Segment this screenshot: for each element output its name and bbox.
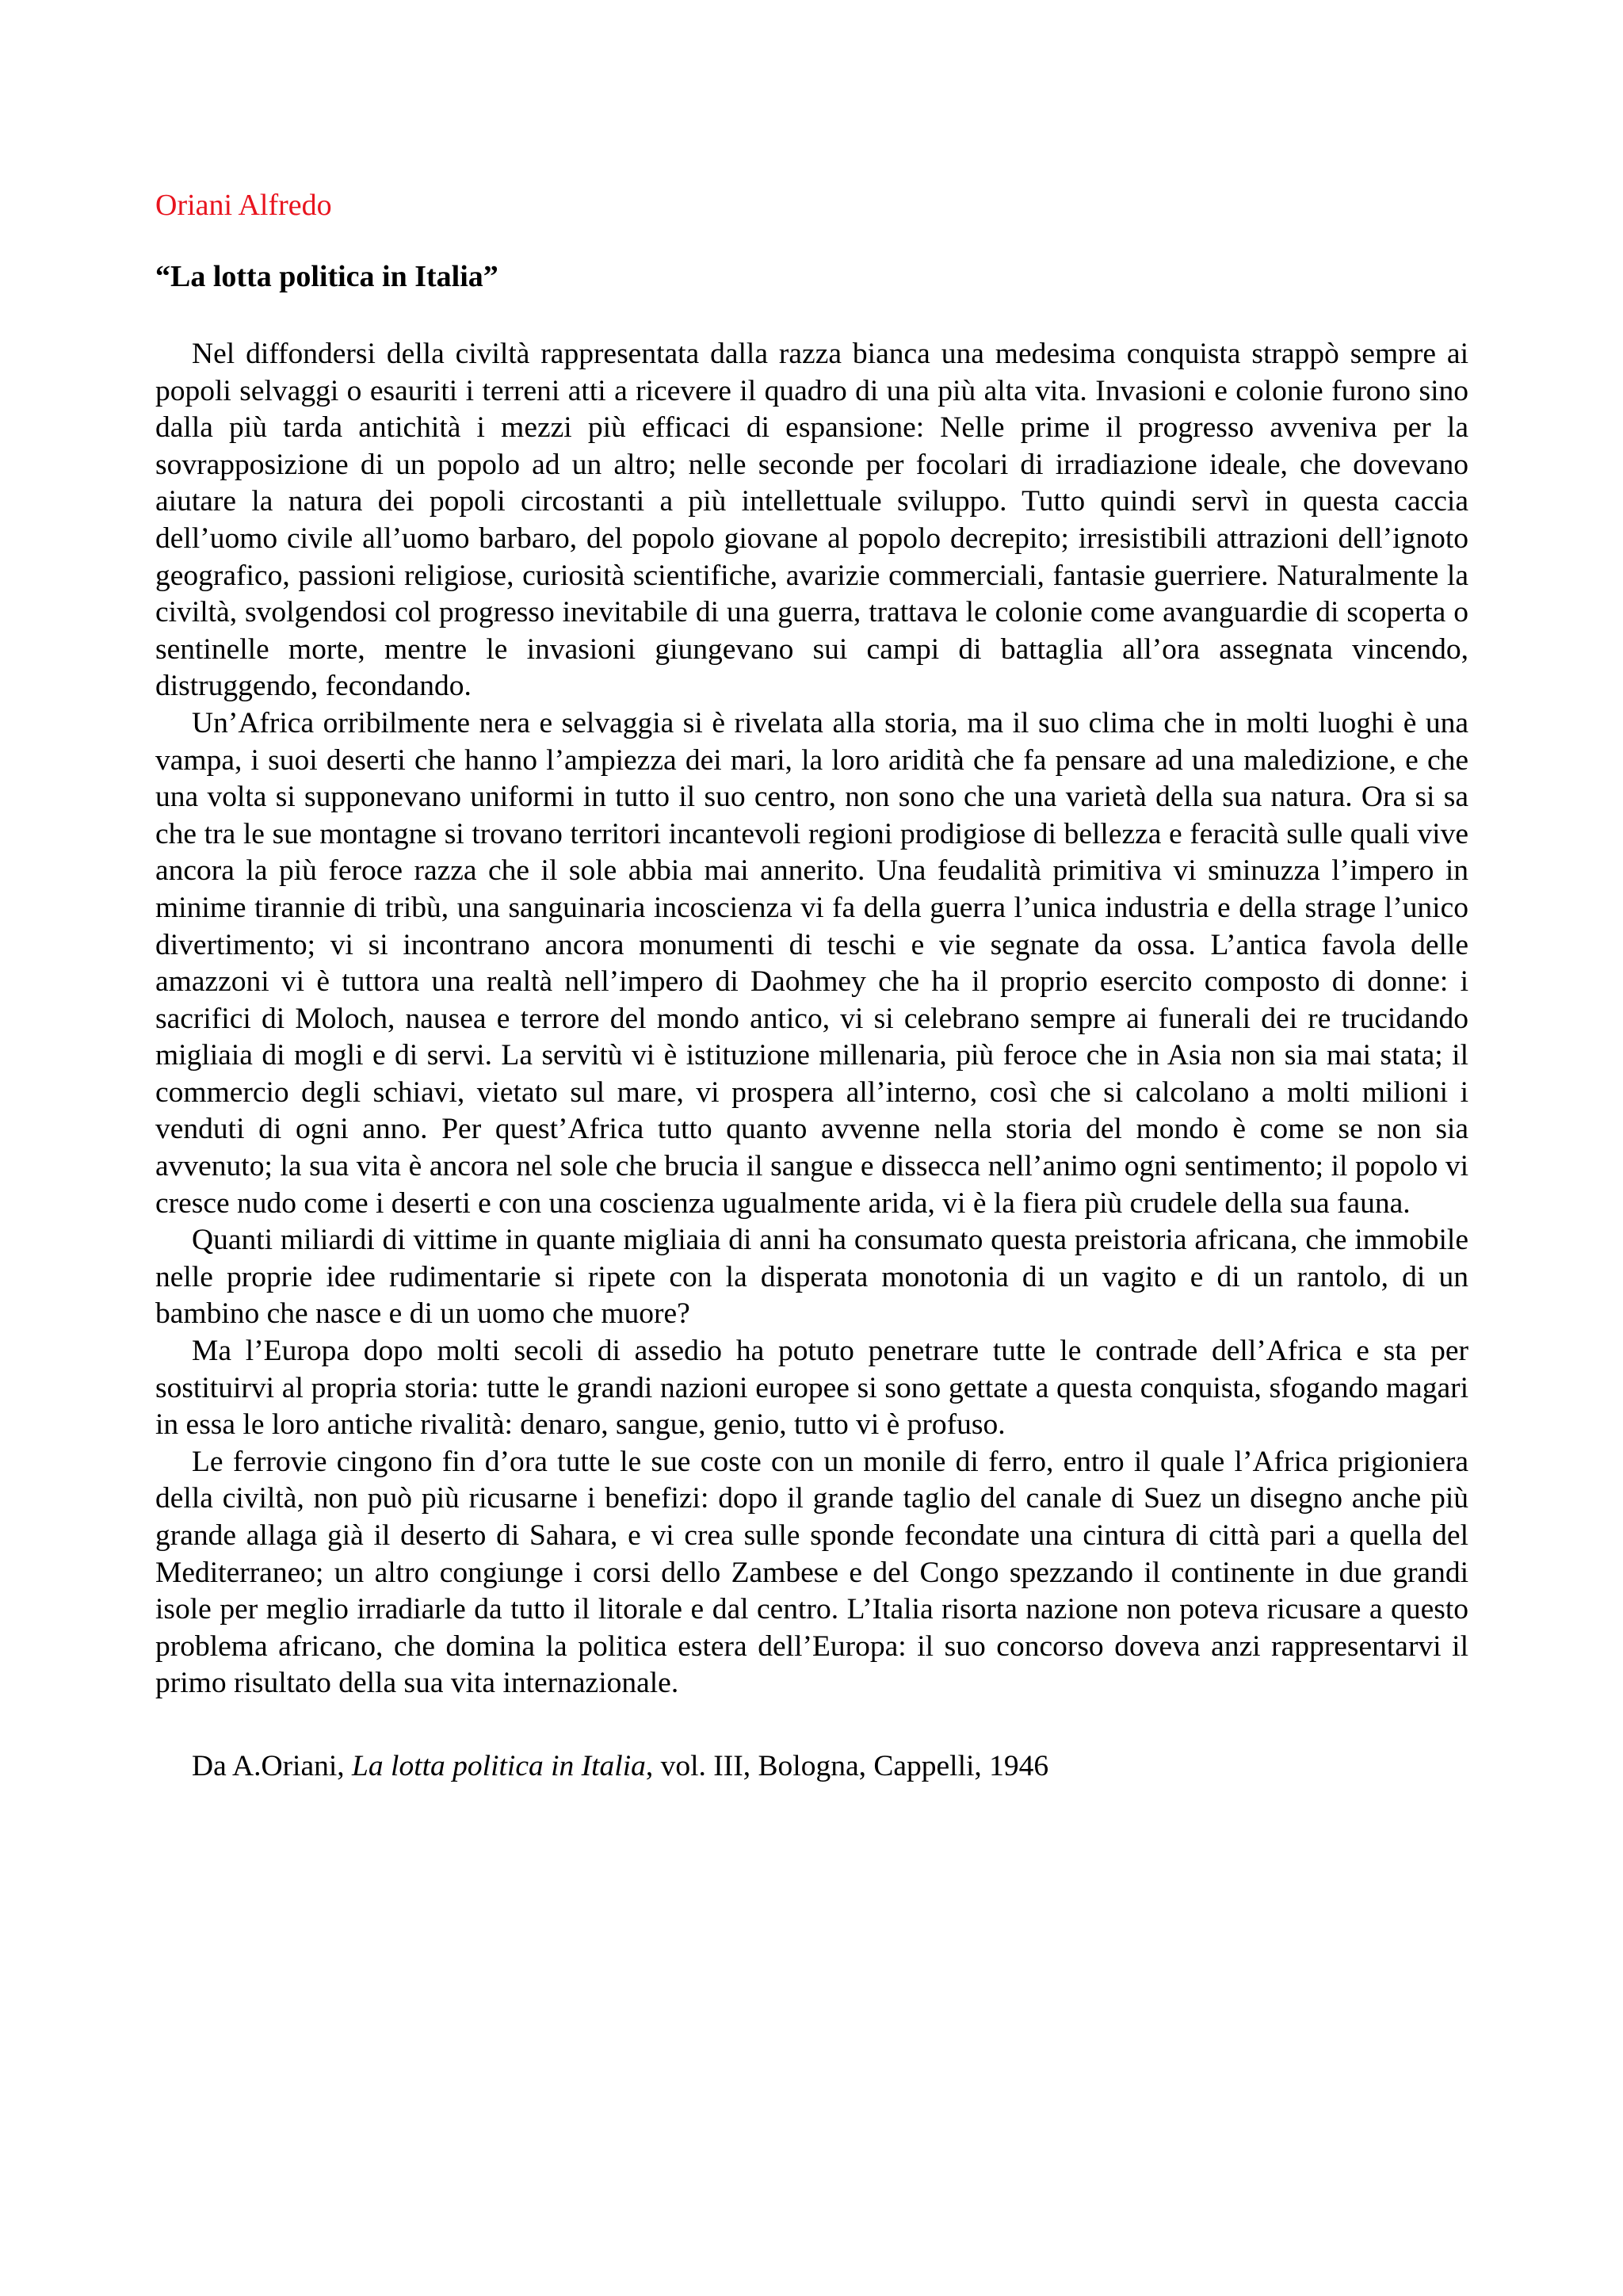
source-suffix: , vol. III, Bologna, Cappelli, 1946	[645, 1749, 1049, 1782]
paragraph-2: Un’Africa orribilmente nera e selvaggia si è rivelata alla storia, ma il suo clima che in molti luoghi è una vampa, i suoi deserti che hanno l’ampiezza dei mari, la loro aridità che fa pensare ad una maledizione, e che una volta si supponevano uniformi in tutto il suo centro, non sono che una varietà della sua natura. Ora si sa che tra le sue montagne si trovano territori incantevoli regioni prodigiose di bellezza e feracità sulle quali vive ancora la più feroce razza che il sole abbia mai annerito. Una feudalità primitiva vi sminuzza l’impero in minime tirannie di tribù, una sanguinaria incoscienza vi fa della guerra l’unica industria e della strage l’unico divertimento; vi si incontrano ancora monumenti di teschi e vie segnate da ossa. L’antica favola delle amazzoni vi è tuttora una realtà nell’impero di Daohmey che ha il proprio esercito composto di donne: i sacrifici di Moloch, nausea e terrore del mondo antico, vi si celebrano sempre ai funerali dei re trucidando migliaia di mogli e di servi. La servitù vi è istituzione millenaria, più feroce che in Asia non sia mai stata; il commercio degli schiavi, vietato sul mare, vi prospera all’interno, così che si calcolano a molti milioni i venduti di ogni anno. Per quest’Africa tutto quanto avvenne nella storia del mondo è come se non sia avvenuto; la sua vita è ancora nel sole che brucia il sangue e dissecca nell’animo ogni sentimento; il popolo vi cresce nudo come i deserti e con una coscienza ugualmente arida, vi è la fiera più crudele della sua fauna.	[155, 706, 1468, 1220]
document-page	[155, 187, 1468, 1785]
document-body	[155, 336, 1468, 1702]
paragraph-5: Le ferrovie cingono fin d’ora tutte le sue coste con un monile di ferro, entro il quale l’Africa prigioniera della civiltà, non può più ricusarne i benefizi: dopo il grande taglio del canale di Suez un disegno anche più grande allaga già il deserto di Sahara, e vi crea sulle sponde fecondate una cintura di città pari a quella del Mediterraneo; un altro congiunge i corsi dello Zambese e del Congo spezzando il continente in due grandi isole per meglio irradiarle da tutto il litorale e dal centro. L’Italia risorta nazione non poteva ricusare a questo problema africano, che domina la politica estera dell’Europa: il suo concorso doveva anzi rappresentarvi il primo risultato della sua vita internazionale.	[155, 1445, 1468, 1700]
paragraph-3: Quanti miliardi di vittime in quante migliaia di anni ha consumato questa preistoria africana, che immobile nelle proprie idee rudimentarie si ripete con la disperata monotonia di un vagito e di un rantolo, di un bambino che nasce e di un uomo che muore?	[155, 1224, 1468, 1331]
paragraph-1: Nel diffondersi della civiltà rappresentata dalla razza bianca una medesima conquista strappò sempre ai popoli selvaggi o esauriti i terreni atti a ricevere il quadro di una più alta vita. Invasioni e colonie furono sino dalla più tarda antichità i mezzi più efficaci di espansione: Nelle prime il progresso avveniva per la sovrapposizione di un popolo ad un altro; nelle seconde per focolari di irradiazione ideale, che dovevano aiutare la natura dei popoli circostanti a più intellettuale sviluppo. Tutto quindi servì in questa caccia dell’uomo civile all’uomo barbaro, del popolo giovane al popolo decrepito; irresistibili attrazioni dell’ignoto geografico, passioni religiose, curiosità scientifiche, avarizie commerciali, fantasie guerriere. Naturalmente la civiltà, svolgendosi col progresso inevitabile di una guerra, trattava le colonie come avanguardie di scoperta o sentinelle morte, mentre le invasioni giungevano sui campi di battaglia all’ora assegnata vincendo, distruggendo, fecondando.	[155, 338, 1468, 703]
source-work-title: La lotta politica in Italia	[352, 1749, 646, 1782]
source-prefix: Da A.Oriani,	[192, 1749, 353, 1782]
source-citation	[155, 1748, 1468, 1785]
document-title: “La lotta politica in Italia”	[155, 260, 498, 293]
author-name: Oriani Alfredo	[155, 189, 332, 222]
paragraph-4: Ma l’Europa dopo molti secoli di assedio ha potuto penetrare tutte le contrade dell’Africa e sta per sostituirvi al propria storia: tutte le grandi nazioni europee si sono gettate a questa conquista, sfogando magari in essa le loro antiche rivalità: denaro, sangue, genio, tutto vi è profuso.	[155, 1335, 1468, 1442]
